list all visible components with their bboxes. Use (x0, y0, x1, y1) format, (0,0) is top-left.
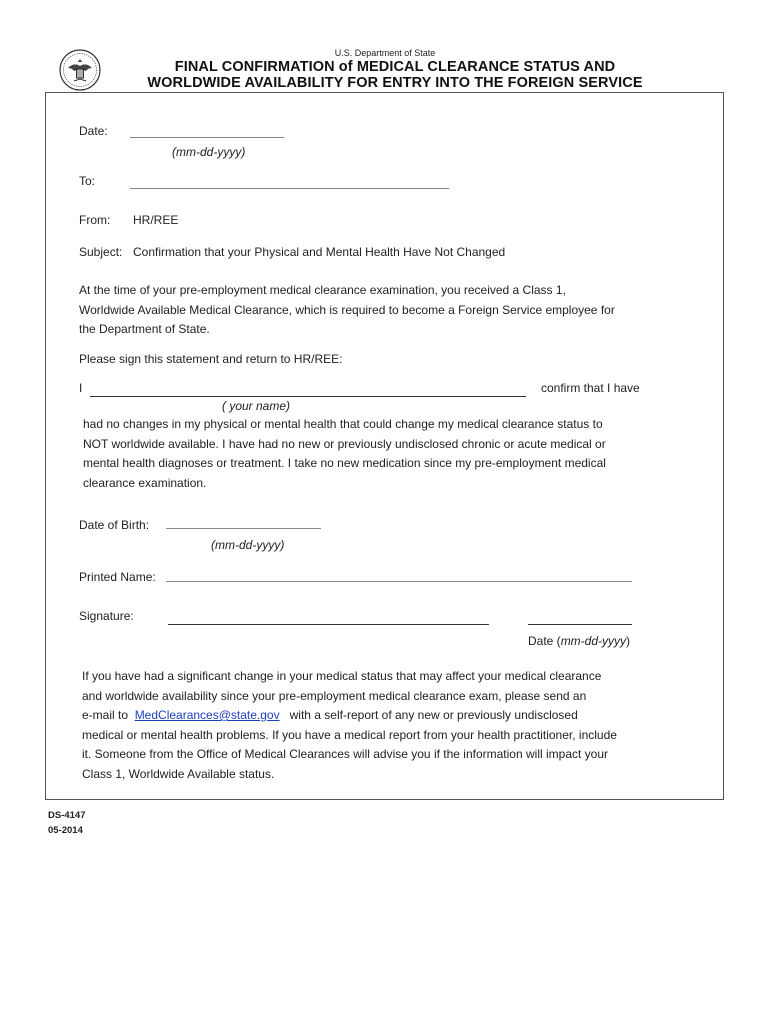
form-title-line-1: FINAL CONFIRMATION of MEDICAL CLEARANCE STATUS AND (174, 59, 616, 75)
self-report-line: If you have had a significant change in your medical status that may affect your medical clearance (82, 669, 602, 683)
to-label: To: (79, 174, 96, 188)
your-name-hint: ( your name) (222, 399, 291, 413)
dob-label: Date of Birth: (79, 518, 150, 532)
self-report-line: e-mail to MedClearances@state.gov with a self-report of any new or previously undisclosed (82, 708, 578, 722)
intro-line: Worldwide Available Medical Clearance, which is required to become a Foreign Service employee for (79, 302, 615, 317)
self-report-line: and worldwide availability since your pre-employment medical clearance exam, please send an (82, 688, 587, 703)
signature-date-input-line[interactable] (528, 624, 632, 625)
printed-name-label: Printed Name: (79, 570, 156, 584)
self-report-line: it. Someone from the Office of Medical Clearances will advise you if the information will impact your (82, 747, 609, 761)
statement-line: NOT worldwide available. I have had no new or previously undisclosed chronic or acute medical or (83, 436, 606, 451)
intro-paragraph (79, 281, 615, 340)
statement-prefix: I (79, 381, 83, 395)
self-report-paragraph (82, 667, 617, 784)
intro-line: At the time of your pre-employment medical clearance examination, you received a Class 1, (79, 283, 566, 297)
form-revision-date: 05-2014 (48, 825, 83, 836)
signature-label: Signature: (79, 609, 134, 623)
signature-input-line[interactable] (168, 624, 489, 625)
subject-value: Confirmation that your Physical and Mental Health Have Not Changed (133, 245, 506, 259)
from-label: From: (79, 213, 111, 227)
dob-format-hint: (mm-dd-yyyy) (211, 538, 285, 552)
email-link[interactable]: MedClearances@state.gov (134, 708, 280, 722)
form-title-line-2: WORLDWIDE AVAILABILITY FOR ENTRY INTO THE FOREIGN SERVICE (147, 75, 643, 91)
to-input-line[interactable] (130, 188, 449, 189)
printed-name-input-line[interactable] (166, 581, 632, 582)
statement-suffix: confirm that I have (541, 381, 640, 395)
dob-input-line[interactable] (166, 528, 321, 529)
subject-label: Subject: (79, 245, 123, 259)
form-number: DS-4147 (48, 810, 86, 821)
date-input-line[interactable] (130, 137, 284, 138)
self-report-line: medical or mental health problems. If you have a medical report from your health practitioner, include (82, 727, 617, 742)
statement-line: mental health diagnoses or treatment. I take no new medication since my pre-employment medical (83, 456, 606, 470)
signature-date-label: Date (mm-dd-yyyy) (528, 634, 631, 648)
self-report-line: Class 1, Worldwide Available status. (82, 766, 275, 781)
statement-paragraph (83, 415, 606, 493)
department-name: U.S. Department of State (334, 48, 436, 58)
intro-line: the Department of State. (79, 322, 210, 336)
statement-line: had no changes in my physical or mental health that could change my medical clearance status to (83, 417, 603, 431)
your-name-input-line[interactable] (90, 396, 526, 397)
statement-line: clearance examination. (83, 475, 207, 490)
date-format-hint: (mm-dd-yyyy) (172, 145, 246, 159)
date-label: Date: (79, 124, 108, 138)
from-value: HR/REE (133, 213, 179, 227)
sign-instruction: Please sign this statement and return to HR/REE: (79, 352, 343, 366)
